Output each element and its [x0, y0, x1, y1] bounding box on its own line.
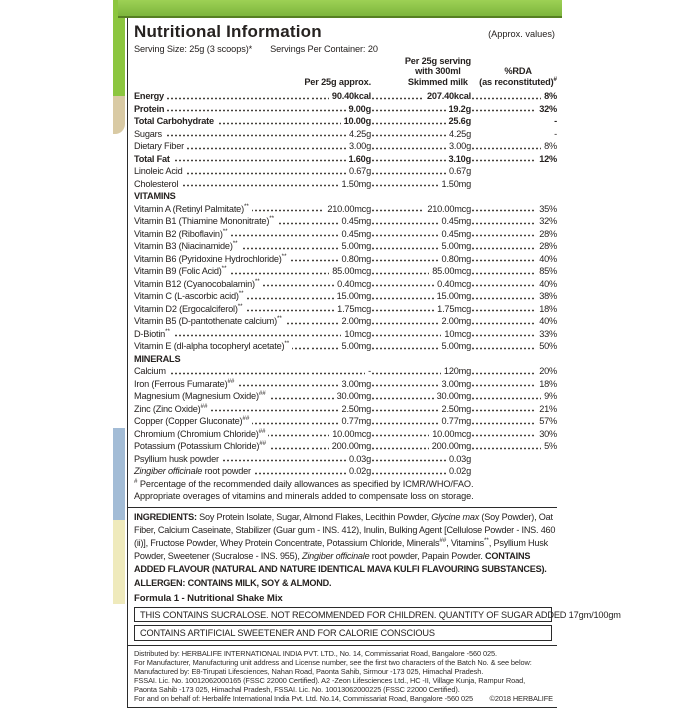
row-name: Magnesium (Magnesium Oxide)## [134, 390, 311, 403]
table-row [134, 240, 557, 253]
row-value-with-milk: 0.67g [371, 165, 471, 178]
table-row [134, 303, 557, 316]
row-value-rda [471, 165, 557, 178]
table-row [134, 315, 557, 328]
row-value-per25g: 0.02g [311, 465, 371, 478]
table-row [134, 390, 557, 403]
row-name: Potassium (Potassium Chloride)## [134, 440, 311, 453]
table-row [134, 103, 557, 116]
formula-line: Formula 1 - Nutritional Shake Mix [134, 592, 283, 604]
table-row [134, 453, 557, 466]
row-name: Linoleic Acid [134, 165, 311, 178]
row-value-with-milk: 3.00mg [371, 378, 471, 391]
row-value-with-milk: 2.50mg [371, 403, 471, 416]
row-value-with-milk: 1.75mcg [371, 303, 471, 316]
table-row [134, 403, 557, 416]
section-header: VITAMINS [134, 191, 176, 201]
row-value-per25g: 85.00mcg [311, 265, 371, 278]
row-name: Vitamin B12 (Cyanocobalamin)** [134, 278, 311, 291]
row-value-with-milk: 85.00mcg [371, 265, 471, 278]
table-row [134, 178, 557, 191]
row-value-per25g: 3.00mg [311, 378, 371, 391]
copyright: ©2018 HERBALIFE [489, 694, 553, 704]
footer-lines [134, 649, 557, 694]
warning-box-sweetener: CONTAINS ARTIFICIAL SWEETENER AND FOR CALORIE CONSCIOUS [134, 625, 552, 641]
title-bar [134, 18, 557, 42]
row-value-per25g: 1.75mcg [311, 303, 371, 316]
nutrition-table [134, 90, 557, 503]
row-value-per25g: 90.40kcal [311, 90, 371, 103]
row-value-rda: 12% [471, 153, 557, 166]
label-content [127, 18, 621, 708]
warning-box-sucralose: THIS CONTAINS SUCRALOSE. NOT RECOMMENDED FOR CHILDREN. QUANTITY OF SUGAR ADDED 17gm/100gm [134, 607, 552, 623]
row-name: Vitamin B6 (Pyridoxine Hydrochloride)** [134, 253, 311, 266]
row-value-per25g: 15.00mg [311, 290, 371, 303]
row-value-with-milk: 30.00mg [371, 390, 471, 403]
row-value-rda: 18% [471, 378, 557, 391]
row-value-rda: 57% [471, 415, 557, 428]
row-name: Vitamin E (dl-alpha tocopheryl acetate)** [134, 340, 311, 353]
servings-per-container: Servings Per Container: 20 [270, 44, 378, 54]
row-name: Dietary Fiber [134, 140, 311, 153]
row-value-per25g: 4.25g [311, 128, 371, 141]
row-value-rda: 18% [471, 303, 557, 316]
row-name: Zingiber officinale root powder [134, 465, 311, 478]
table-row [134, 90, 557, 103]
row-value-rda: 35% [471, 203, 557, 216]
row-value-with-milk: 4.25g [371, 128, 471, 141]
row-value-per25g: 1.50mg [311, 178, 371, 191]
footer-last-line [134, 694, 557, 703]
table-row [134, 140, 557, 153]
row-name: Protein [134, 103, 311, 116]
ingredients-paragraph: INGREDIENTS: Soy Protein Isolate, Sugar, Almond Flakes, Lecithin Powder, Glycine max (Soy Powder), Oat Fiber, Calcium Caseinate, Stabilizer (Guar gum - INS. 412), Inulin, Bulking Agent [Cellulose Powder - INS. 460 (ii)], Fructose Powder, Whey Protein Concentrate, Potassium Chloride, Minerals##, Vitamins**, Psyllium Husk Powder, Sweetener (Sucralose - INS. 955), Zingiber officinale root powder, Papain Powder. CONTAINS ADDED FLAVOUR (NATURAL AND NATURE IDENTICAL MAVA KULFI FLAVOURING SUBSTANCES). ALLERGEN: CONTAINS MILK, SOY & ALMOND. [134, 511, 556, 588]
row-name: Vitamin B1 (Thiamine Mononitrate)** [134, 215, 311, 228]
footer-line: For Manufacturer, Manufacturing unit address and License number, see the first two characters of the Batch No. & see below: [134, 657, 532, 667]
row-name: Total Carbohydrate [134, 115, 311, 128]
row-value-rda [471, 465, 557, 478]
row-name: D-Biotin** [134, 328, 311, 341]
table-row [134, 153, 557, 166]
row-value-per25g: 0.80mg [311, 253, 371, 266]
green-header-bar [118, 0, 562, 18]
row-name: Iron (Ferrous Fumarate)## [134, 378, 311, 391]
row-value-rda: 40% [471, 315, 557, 328]
footnote: # Percentage of the recommended daily allowances as specified by ICMR/WHO/FAO. [134, 477, 474, 489]
table-row [134, 203, 557, 216]
approx-values: (Approx. values) [488, 29, 555, 39]
row-value-rda: 40% [471, 253, 557, 266]
row-value-rda: 28% [471, 228, 557, 241]
row-value-with-milk: 3.00g [371, 140, 471, 153]
table-row [134, 228, 557, 241]
row-value-rda: 30% [471, 428, 557, 441]
column-headers [134, 54, 557, 90]
row-value-per25g: 30.00mg [311, 390, 371, 403]
row-value-per25g: 0.45mg [311, 215, 371, 228]
footer-line: Distributed by: HERBALIFE INTERNATIONAL INDIA PVT. LTD., No. 14, Commissariat Road, Bangalore -560 025. [134, 648, 497, 658]
row-name: Vitamin B2 (Riboflavin)** [134, 228, 311, 241]
row-value-with-milk: 0.02g [371, 465, 471, 478]
table-row [134, 440, 557, 453]
row-value-rda: 33% [471, 328, 557, 341]
row-value-with-milk: 19.2g [371, 103, 471, 116]
row-name: Psyllium husk powder [134, 453, 311, 466]
row-value-rda: 32% [471, 215, 557, 228]
row-value-per25g: 0.45mg [311, 228, 371, 241]
row-name: Vitamin A (Retinyl Palmitate)** [134, 203, 311, 216]
footer [134, 649, 557, 704]
row-name: Zinc (Zinc Oxide)## [134, 403, 311, 416]
row-value-with-milk: 0.77mg [371, 415, 471, 428]
row-name: Calcium [134, 365, 311, 378]
row-value-with-milk: 5.00mg [371, 240, 471, 253]
row-value-per25g: 0.40mcg [311, 278, 371, 291]
table-row [134, 215, 557, 228]
row-value-per25g: 10.00mcg [311, 428, 371, 441]
row-value-with-milk: 15.00mg [371, 290, 471, 303]
row-value-rda: 9% [471, 390, 557, 403]
row-value-per25g: 0.67g [311, 165, 371, 178]
page-title: Nutritional Information [134, 22, 322, 41]
row-value-per25g: 9.00g [311, 103, 371, 116]
row-value-per25g: 0.03g [311, 453, 371, 466]
row-name: Sugars [134, 128, 311, 141]
row-value-rda: 50% [471, 340, 557, 353]
label-panel [118, 0, 621, 711]
row-value-with-milk: 210.00mcg [371, 203, 471, 216]
row-value-with-milk: 10.00mcg [371, 428, 471, 441]
footer-line: Manufactured by: E8-Tirupati Lifesciences, Nahan Road, Paonta Sahib, Sirmour -173 025, Himachal Pradesh. [134, 666, 484, 676]
table-row [134, 465, 557, 478]
serving-size: Serving Size: 25g (3 scoops)* [134, 44, 253, 54]
footer-line: Paonta Sahib -173 025, Himachal Pradesh, FSSAI. Lic. No. 10013062000225 (FSSC 22000 Certified). [134, 685, 460, 695]
section-header: MINERALS [134, 353, 181, 364]
row-value-with-milk: 10mcg [371, 328, 471, 341]
row-name: Vitamin D2 (Ergocalciferol)** [134, 303, 311, 316]
row-value-with-milk: 200.00mg [371, 440, 471, 453]
row-value-per25g: 5.00mg [311, 240, 371, 253]
row-value-per25g: 210.00mcg [311, 203, 371, 216]
row-value-per25g: 10.00g [311, 115, 371, 128]
bottom-rule [128, 707, 557, 708]
row-value-rda: 20% [471, 365, 557, 378]
table-row [134, 428, 557, 441]
row-value-rda: - [471, 128, 557, 141]
table-row [134, 340, 557, 353]
row-name: Vitamin C (L-ascorbic acid)** [134, 290, 311, 303]
row-name: Cholesterol [134, 178, 311, 191]
row-value-with-milk: 0.45mg [371, 228, 471, 241]
row-value-with-milk: 2.00mg [371, 315, 471, 328]
row-value-with-milk: 0.03g [371, 453, 471, 466]
row-name: Vitamin B9 (Folic Acid)** [134, 265, 311, 278]
row-value-rda [471, 453, 557, 466]
row-value-per25g: 2.50mg [311, 403, 371, 416]
table-row [134, 128, 557, 141]
footer-line: FSSAI. Lic. No. 10012062000165 (FSSC 22000 Certified). A2 -Zeon Lifesciences Ltd., HC -II, Village Kunja, Rampur Road, [134, 676, 526, 685]
table-row [134, 365, 557, 378]
row-value-rda: - [471, 115, 557, 128]
row-value-with-milk: 25.6g [371, 115, 471, 128]
row-name: Chromium (Chromium Chloride)## [134, 428, 311, 441]
row-value-rda: 21% [471, 403, 557, 416]
row-value-rda: 28% [471, 240, 557, 253]
row-value-with-milk: 0.40mcg [371, 278, 471, 291]
row-value-with-milk: 207.40kcal [371, 90, 471, 103]
col-header-per25g: Per 25g approx. [304, 77, 371, 88]
row-name: Copper (Copper Gluconate)## [134, 415, 311, 428]
row-value-with-milk: 5.00mg [371, 340, 471, 353]
table-row [134, 115, 557, 128]
row-value-with-milk: 0.80mg [371, 253, 471, 266]
row-name: Vitamin B3 (Niacinamide)** [134, 240, 311, 253]
row-name: Vitamin B5 (D-pantothenate calcium)** [134, 315, 311, 328]
table-row [134, 415, 557, 428]
row-value-per25g: 5.00mg [311, 340, 371, 353]
table-row [134, 265, 557, 278]
row-value-rda: 8% [471, 140, 557, 153]
col-header-rda: %RDA (as reconstituted)# [479, 66, 557, 88]
table-row [134, 278, 557, 291]
table-row [134, 253, 557, 266]
row-value-with-milk: 120mg [371, 365, 471, 378]
table-row [134, 165, 557, 178]
row-value-per25g: 1.60g [311, 153, 371, 166]
table-row [134, 378, 557, 391]
row-value-rda: 5% [471, 440, 557, 453]
row-value-rda: 40% [471, 278, 557, 291]
row-value-rda: 32% [471, 103, 557, 116]
row-name: Total Fat [134, 153, 311, 166]
row-value-with-milk: 0.45mg [371, 215, 471, 228]
divider-above-ingredients [128, 507, 557, 508]
row-value-per25g: 200.00mg [311, 440, 371, 453]
col-header-skimmed-milk: Per 25g serving with 300ml Skimmed milk [404, 55, 471, 88]
serving-line [134, 44, 557, 54]
row-name: Energy [134, 90, 311, 103]
row-value-per25g: 2.00mg [311, 315, 371, 328]
row-value-per25g: 10mcg [311, 328, 371, 341]
row-value-rda [471, 178, 557, 191]
row-value-per25g: 3.00g [311, 140, 371, 153]
table-row [134, 290, 557, 303]
row-value-with-milk: 3.10g [371, 153, 471, 166]
row-value-rda: 8% [471, 90, 557, 103]
table-row [134, 328, 557, 341]
row-value-rda: 38% [471, 290, 557, 303]
divider-above-footer [128, 645, 557, 646]
footnote: Appropriate overages of vitamins and minerals added to compensate loss on storage. [134, 491, 474, 501]
row-value-per25g: - [311, 365, 371, 378]
footer-behalf: For and on behalf of: Herbalife International India Pvt. Ltd. No.14, Commissariat Road, Bangalore -560 025 [134, 694, 474, 704]
row-value-per25g: 0.77mg [311, 415, 371, 428]
row-value-with-milk: 1.50mg [371, 178, 471, 191]
row-value-rda: 85% [471, 265, 557, 278]
